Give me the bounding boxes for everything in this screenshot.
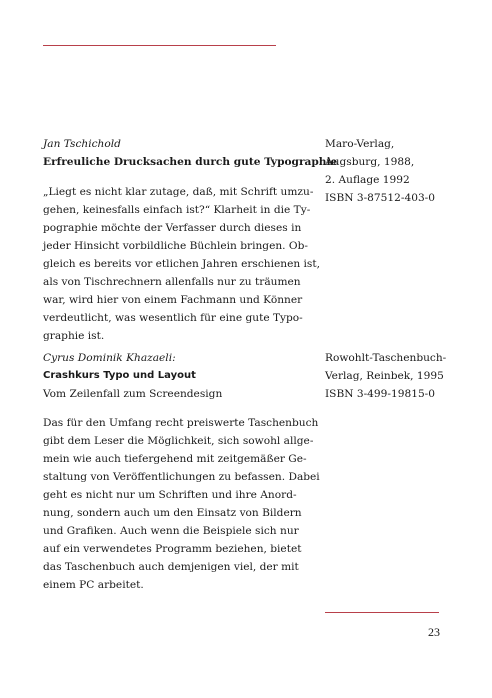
entry-1-title: Erfreuliche Drucksachen durch gute Typographie bbox=[43, 156, 338, 168]
review-line: war, wird hier von einem Fachmann und Könner bbox=[43, 294, 303, 306]
review-line: das Taschenbuch auch demjenigen viel, der mit bbox=[43, 561, 299, 573]
entry-1-author: Jan Tschichold bbox=[43, 138, 121, 150]
review-line: auf ein verwendetes Programm beziehen, bietet bbox=[43, 543, 302, 555]
review-line: pographie möchte der Verfasser durch dieses in bbox=[43, 222, 302, 234]
publisher-line: ISBN 3-499-19815-0 bbox=[325, 388, 436, 400]
review-line: „Liegt es nicht klar zutage, daß, mit Schrift umzu- bbox=[43, 186, 314, 198]
review-line: als von Tischrechnern allenfalls nur zu träumen bbox=[43, 276, 301, 288]
review-line: nung, sondern auch um den Einsatz von Bildern bbox=[43, 507, 302, 519]
entry-2-review bbox=[43, 414, 320, 594]
publisher-line: Maro-Verlag, bbox=[325, 138, 395, 150]
review-line: gibt dem Leser die Möglichkeit, sich sowohl allge- bbox=[43, 435, 314, 447]
review-line: gehen, keinesfalls einfach ist?“ Klarheit in die Ty- bbox=[43, 204, 311, 216]
publisher-line: Augsburg, 1988, bbox=[325, 156, 415, 168]
review-line: staltung von Veröffentlichungen zu befassen. Dabei bbox=[43, 471, 320, 483]
review-line: einem PC arbeitet. bbox=[43, 579, 144, 591]
review-line: geht es nicht nur um Schriften und ihre Anord- bbox=[43, 489, 297, 501]
top-rule bbox=[43, 45, 276, 46]
review-line: gleich es bereits vor etlichen Jahren erschienen ist, bbox=[43, 258, 320, 270]
review-line: Das für den Umfang recht preiswerte Taschenbuch bbox=[43, 417, 319, 429]
publisher-line: Rowohlt-Taschenbuch- bbox=[325, 352, 447, 364]
entry-2-subtitle: Vom Zeilenfall zum Screendesign bbox=[43, 388, 223, 400]
review-line: graphie ist. bbox=[43, 330, 105, 342]
entry-2-publisher bbox=[325, 349, 455, 403]
page-number: 23 bbox=[428, 625, 440, 639]
review-line: und Grafiken. Auch wenn die Beispiele sich nur bbox=[43, 525, 299, 537]
bottom-rule bbox=[325, 612, 439, 613]
review-line: jeder Hinsicht vorbildliche Büchlein bringen. Ob- bbox=[43, 240, 308, 252]
publisher-line: ISBN 3-87512-403-0 bbox=[325, 192, 436, 204]
entry-1 bbox=[43, 135, 338, 171]
publisher-line: Verlag, Reinbek, 1995 bbox=[325, 370, 444, 382]
entry-1-review bbox=[43, 183, 320, 345]
review-line: mein wie auch tiefergehend mit zeitgemäßer Ge- bbox=[43, 453, 307, 465]
review-line: verdeutlicht, was wesentlich für eine gute Typo- bbox=[43, 312, 303, 324]
publisher-line: 2. Auflage 1992 bbox=[325, 174, 410, 186]
entry-1-publisher bbox=[325, 135, 455, 207]
entry-2-author: Cyrus Dominik Khazaeli: bbox=[43, 352, 176, 364]
entry-2-title: Crashkurs Typo und Layout bbox=[43, 370, 196, 381]
entry-2 bbox=[43, 349, 276, 403]
